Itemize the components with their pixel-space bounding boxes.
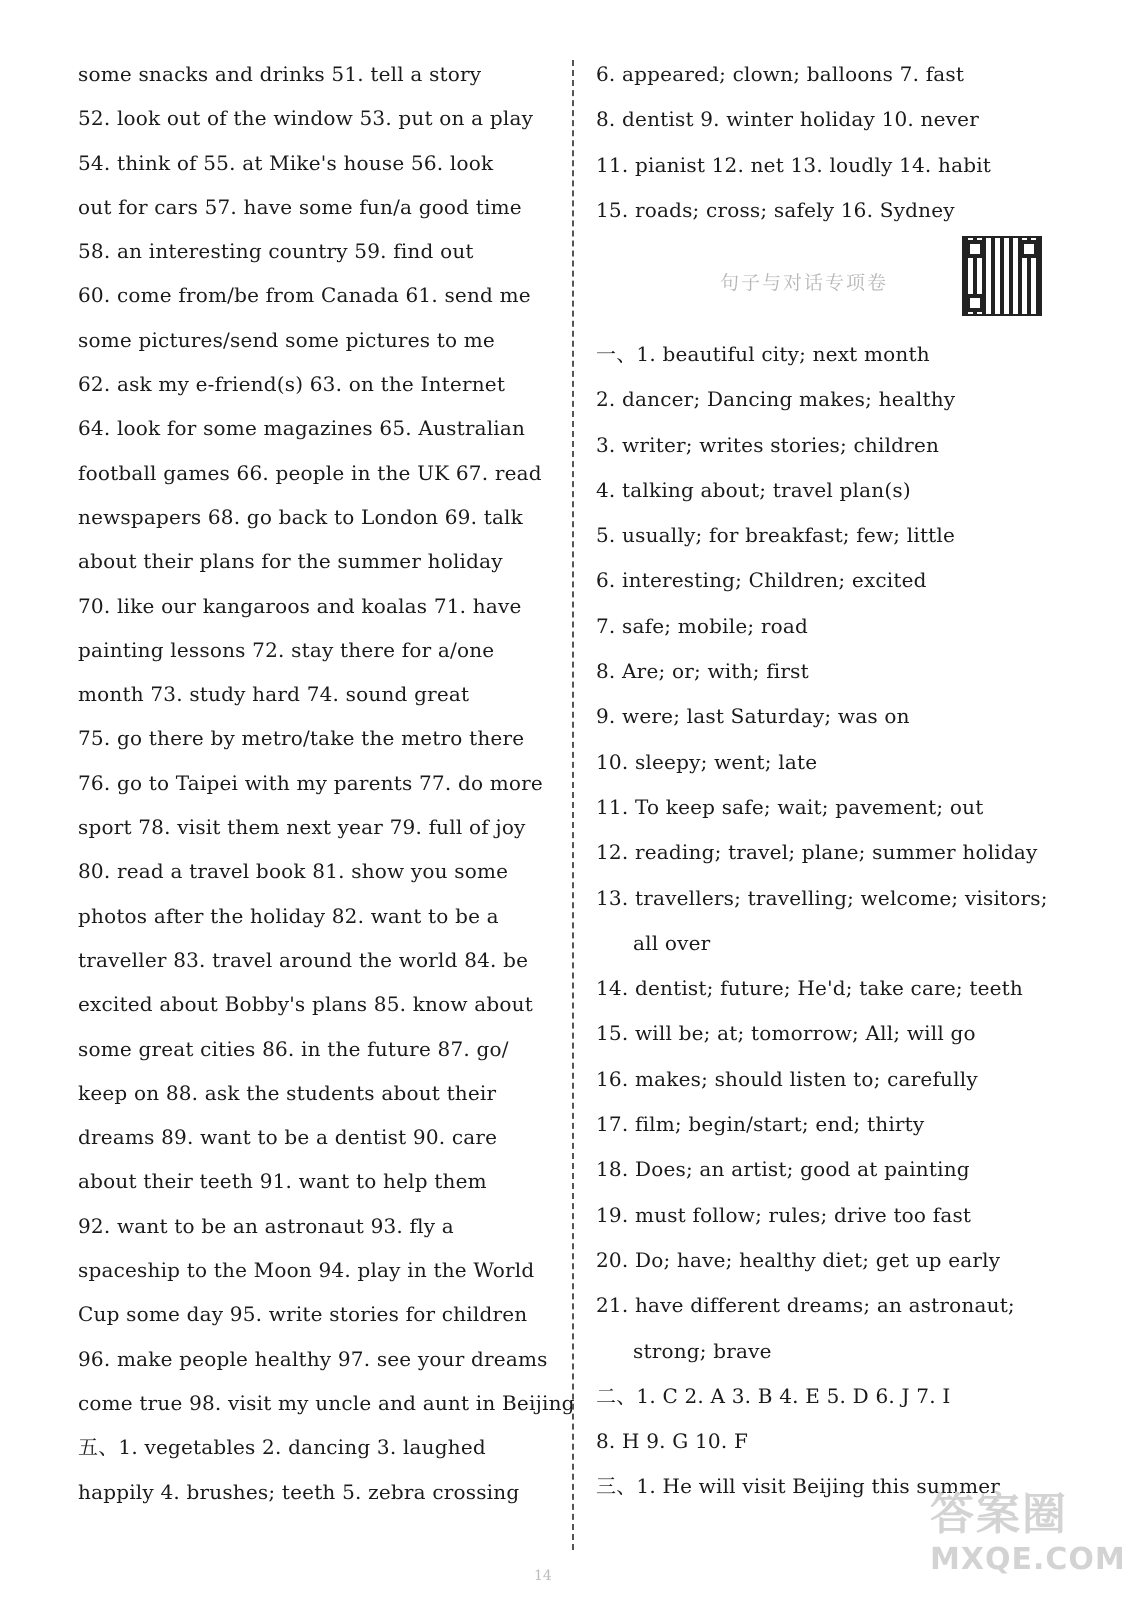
section-title: 句子与对话专项卷 [720,272,889,294]
answer-line: 21. have different dreams; an astronaut; [596,1293,1015,1318]
answer-line: about their teeth 91. want to help them [78,1169,487,1194]
answer-line: 3. writer; writes stories; children [596,432,940,457]
answer-line: painting lessons 72. stay there for a/one [78,637,495,662]
answer-line: traveller 83. travel around the world 84. be [78,947,529,972]
answer-line: some snacks and drinks 51. tell a story [78,62,482,86]
answer-line: 19. must follow; rules; drive too fast [596,1202,972,1227]
answer-line: 五、1. vegetables 2. dancing 3. laughed [78,1435,486,1460]
answer-line: 14. dentist; future; He'd; take care; teeth [596,976,1023,1001]
answer-line: some pictures/send some pictures to me [78,327,495,352]
answer-line: 15. will be; at; tomorrow; All; will go [596,1021,976,1046]
answer-line: 20. Do; have; healthy diet; get up early [596,1247,1001,1272]
answer-line: 60. come from/be from Canada 61. send me [78,283,531,308]
answer-line: 7. safe; mobile; road [596,613,809,638]
answer-line: 96. make people healthy 97. see your dreams [78,1346,548,1371]
answer-line: 11. pianist 12. net 13. loudly 14. habit [596,152,992,177]
answer-line: 54. think of 55. at Mike's house 56. look [78,150,494,175]
answer-line: 16. makes; should listen to; carefully [596,1066,978,1091]
answer-line: 76. go to Taipei with my parents 77. do more [78,770,543,795]
answer-line: 13. travellers; travelling; welcome; visitors; [596,885,1048,910]
answer-line: all over [633,930,711,955]
left-answer-column [78,52,575,1514]
right-answer-column [596,52,1066,233]
answer-line: dreams 89. want to be a dentist 90. care [78,1125,498,1150]
answer-line: spaceship to the Moon 94. play in the World [78,1258,535,1283]
answer-line: 58. an interesting country 59. find out [78,239,474,264]
answer-line: 15. roads; cross; safely 16. Sydney [596,197,955,222]
answer-line: about their plans for the summer holiday [78,549,503,574]
watermark-url: MXQE.COM [930,1542,1126,1577]
answer-line: 2. dancer; Dancing makes; healthy [596,387,956,412]
answer-line: football games 66. people in the UK 67. read [78,460,542,485]
answer-line: 80. read a travel book 81. show you some [78,859,509,884]
answer-line: Cup some day 95. write stories for children [78,1302,528,1327]
answer-line: out for cars 57. have some fun/a good time [78,194,522,219]
answer-line: 三、1. He will visit Beijing this summer [596,1474,1001,1499]
answer-line: 64. look for some magazines 65. Australian [78,416,526,441]
answer-line: photos after the holiday 82. want to be a [78,903,499,928]
answer-line: 92. want to be an astronaut 93. fly a [78,1213,454,1238]
answer-line: 10. sleepy; went; late [596,749,818,774]
answer-line: 8. Are; or; with; first [596,659,809,684]
answer-line: 5. usually; for breakfast; few; little [596,523,956,548]
watermark-logo: 答案圈 [930,1489,1068,1540]
qr-code-icon[interactable] [962,236,1042,316]
answer-line: 11. To keep safe; wait; pavement; out [596,794,984,819]
answer-line: 62. ask my e-friend(s) 63. on the Internet [78,372,506,397]
answer-line: keep on 88. ask the students about their [78,1080,497,1105]
answer-line: strong; brave [633,1338,772,1363]
answer-line: 二、1. C 2. A 3. B 4. E 5. D 6. J 7. I [596,1383,951,1408]
answer-line: 8. H 9. G 10. F [596,1429,749,1454]
answer-line: 17. film; begin/start; end; thirty [596,1112,925,1137]
sentence-dialogue-answers [596,332,1066,1510]
answer-line: 8. dentist 9. winter holiday 10. never [596,107,979,132]
answer-line: 52. look out of the window 53. put on a play [78,106,534,131]
watermark [930,1478,1126,1590]
answer-line: 12. reading; travel; plane; summer holiday [596,840,1038,865]
answer-line: some great cities 86. in the future 87. go/ [78,1036,509,1061]
answer-line: newspapers 68. go back to London 69. talk [78,504,523,529]
answer-line: 70. like our kangaroos and koalas 71. have [78,593,522,618]
answer-line: 4. talking about; travel plan(s) [596,477,911,502]
answer-line: happily 4. brushes; teeth 5. zebra crossing [78,1479,520,1504]
column-divider [572,60,574,1550]
right-top-answers [596,52,1066,233]
page-number: 14 [534,1568,552,1584]
answer-line: sport 78. visit them next year 79. full of joy [78,815,526,840]
answer-line: come true 98. visit my uncle and aunt in Beijing [78,1390,575,1415]
answer-line: 6. appeared; clown; balloons 7. fast [596,62,965,86]
answer-line: 75. go there by metro/take the metro there [78,726,525,751]
answer-line: 9. were; last Saturday; was on [596,704,910,729]
answer-line: excited about Bobby's plans 85. know about [78,992,533,1017]
answer-line: 18. Does; an artist; good at painting [596,1157,970,1182]
answer-line: month 73. study hard 74. sound great [78,682,470,707]
answer-line: 6. interesting; Children; excited [596,568,927,593]
answer-line: 一、1. beautiful city; next month [596,342,930,366]
